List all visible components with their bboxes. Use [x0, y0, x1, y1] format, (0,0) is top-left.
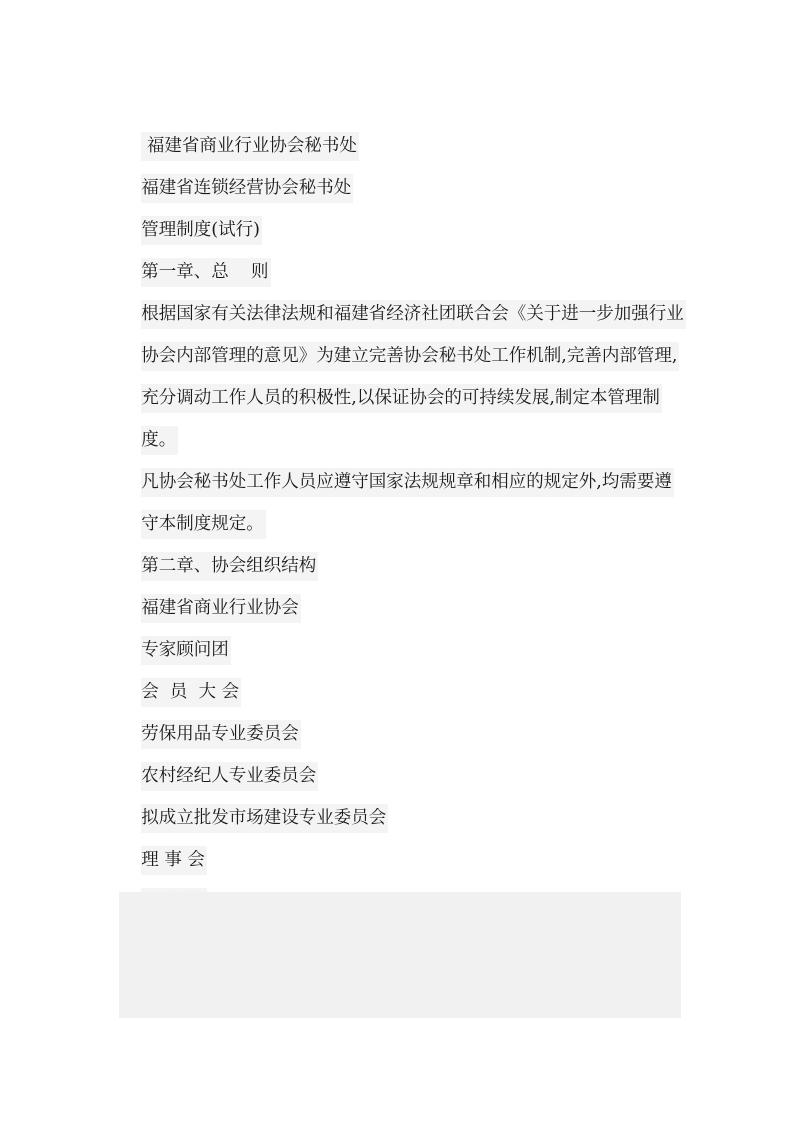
org-item — [119, 649, 241, 702]
paragraph-2-line-2 — [119, 481, 266, 534]
org-item — [119, 817, 207, 870]
paragraph-text: 协会内部管理的意见》为建立完善协会秘书处工作机制,完善内部管理, — [141, 342, 679, 371]
paragraph-1-line-3 — [119, 355, 662, 408]
header-line-2-text: 福建省连锁经营协会秘书处 — [141, 174, 353, 203]
paragraph-1-line-4 — [119, 397, 178, 450]
chapter-1-heading — [119, 229, 271, 282]
paragraph-text: 凡协会秘书处工作人员应遵守国家法规规章和相应的规定外,均需要遵 — [141, 468, 674, 497]
header-line-2 — [119, 145, 353, 198]
document-title — [119, 187, 262, 240]
org-item — [119, 607, 231, 660]
org-item — [119, 775, 388, 828]
paragraph-text: 充分调动工作人员的积极性,以保证协会的可持续发展,制定本管理制 — [141, 384, 662, 413]
org-item-text: 劳保用品专业委员会 — [141, 720, 301, 749]
paragraph-text: 根据国家有关法律法规和福建省经济社团联合会《关于进一步加强行业 — [141, 300, 686, 329]
chapter-2-heading-text: 第二章、协会组织结构 — [141, 552, 318, 581]
paragraph-text: 度。 — [141, 426, 178, 455]
org-item-text: 福建省商业行业协会 — [141, 594, 301, 623]
chapter-1-heading-text: 第一章、总 则 — [141, 258, 270, 287]
org-chart-placeholder — [119, 892, 681, 1018]
org-item — [119, 859, 207, 888]
org-item-text: 专家顾问团 — [141, 636, 231, 665]
chapter-2-heading — [119, 523, 318, 576]
paragraph-text: 守本制度规定。 — [141, 510, 266, 539]
paragraph-2-line-1 — [119, 439, 674, 492]
org-item-text: 拟成立批发市场建设专业委员会 — [141, 804, 388, 833]
org-item-text: 理 事 会 — [141, 846, 207, 875]
org-item — [119, 733, 318, 786]
paragraph-1-line-1 — [119, 271, 686, 324]
document-title-text: 管理制度(试行) — [141, 216, 262, 245]
paragraph-1-line-2 — [119, 313, 679, 366]
org-item — [119, 691, 301, 744]
org-item-text: 会 员 大 会 — [141, 678, 241, 707]
org-item — [119, 565, 301, 618]
header-line-1 — [119, 103, 359, 156]
org-item-text: 农村经纪人专业委员会 — [141, 762, 318, 791]
header-line-1-text: 福建省商业行业协会秘书处 — [141, 132, 359, 161]
